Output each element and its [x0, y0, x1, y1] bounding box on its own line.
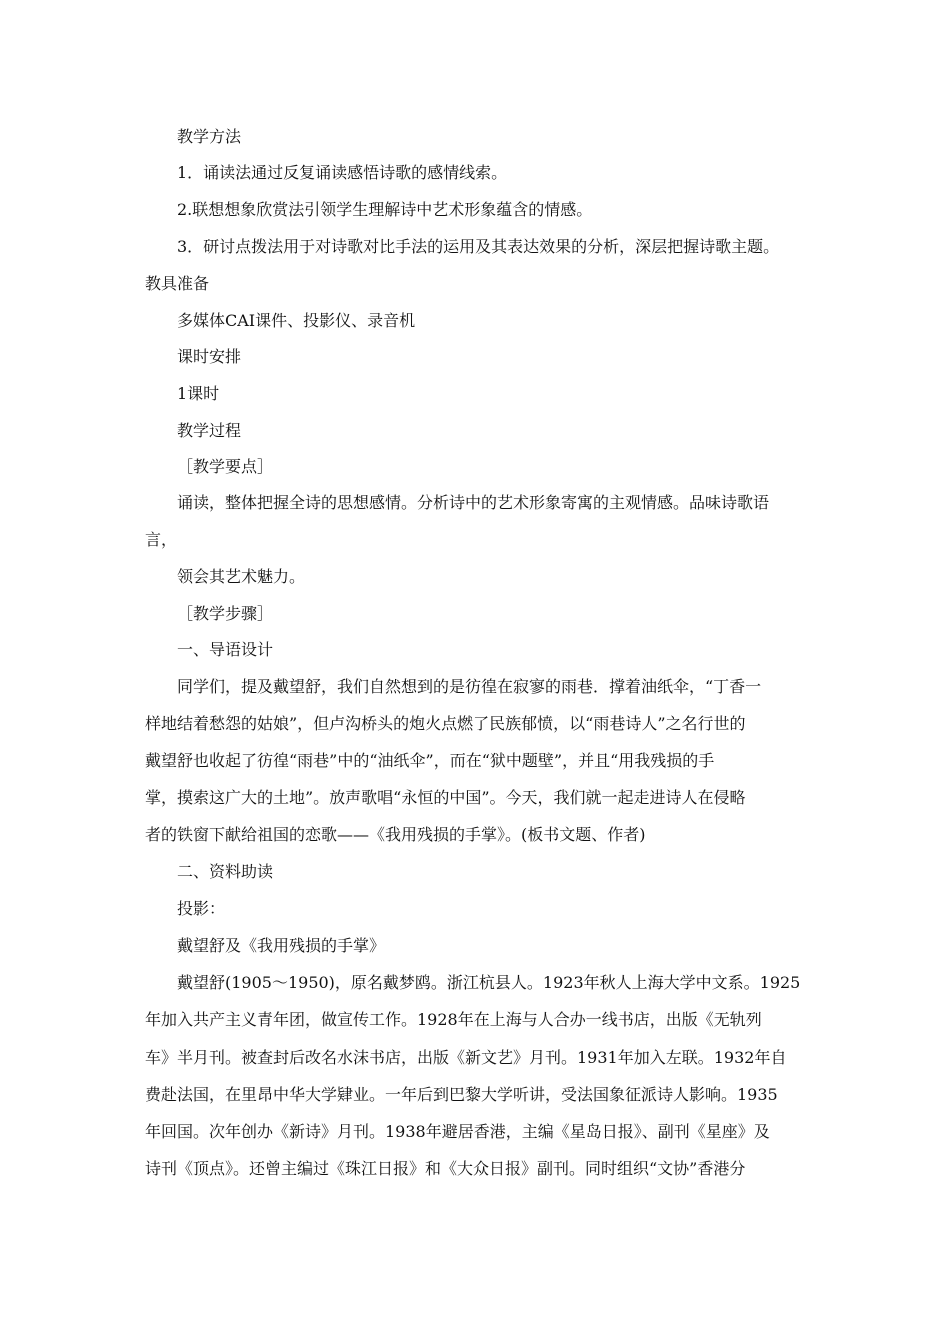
steps-label: ［教学步骤］: [177, 604, 274, 623]
projection-label: 投影：: [177, 899, 226, 918]
paragraph-line: 车》半月刊。被查封后改名水沫书店，出版《新文艺》月刊。1931年加入左联。1932年自: [145, 1048, 787, 1067]
paragraph-line: 样地结着愁怨的姑娘”，但卢沟桥头的炮火点燃了民族郁愤，以“雨巷诗人”之名行世的: [145, 714, 746, 733]
method-item: 3．研讨点拨法用于对诗歌对比手法的运用及其表达效果的分析，深层把握诗歌主题。: [177, 237, 780, 256]
paragraph-line: 者的铁窗下献给祖国的恋歌——《我用残损的手掌》。(板书文题、作者): [145, 825, 646, 844]
section-title: 二、资料助读: [177, 862, 274, 881]
schedule-text: 1课时: [177, 384, 220, 403]
section-title: 一、导语设计: [177, 640, 274, 659]
method-item: 2.联想想象欣赏法引领学生理解诗中艺术形象蕴含的情感。: [177, 200, 593, 219]
paragraph-line: 诵读，整体把握全诗的思想感情。分析诗中的艺术形象寄寓的主观情感。品味诗歌语: [177, 493, 770, 512]
paragraph-line: 诗刊《顶点》。还曾主编过《珠江日报》和《大众日报》副刊。同时组织“文协”香港分: [145, 1159, 746, 1178]
paragraph-line: 费赴法国，在里昂中华大学肄业。一年后到巴黎大学听讲，受法国象征派诗人影响。1935: [145, 1085, 778, 1104]
paragraph-line: 戴望舒(1905～1950)，原名戴梦鸥。浙江杭县人。1923年秋人上海大学中文系。1925: [177, 973, 801, 992]
material-title: 戴望舒及《我用残损的手掌》: [177, 936, 386, 955]
paragraph-line: 领会其艺术魅力。: [177, 567, 306, 586]
tools-text: 多媒体CAI课件、投影仪、录音机: [177, 311, 416, 330]
methods-heading: 教学方法: [177, 127, 242, 146]
paragraph-line: 同学们，提及戴望舒，我们自然想到的是彷徨在寂寥的雨巷．撑着油纸伞，“丁香一: [177, 677, 762, 696]
tools-heading: 教具准备: [145, 274, 210, 293]
schedule-heading: 课时安排: [177, 347, 242, 366]
key-points-label: ［教学要点］: [177, 457, 274, 476]
process-heading: 教学过程: [177, 421, 242, 440]
paragraph-line: 言，: [145, 530, 178, 549]
paragraph-line: 年回国。次年创办《新诗》月刊。1938年避居香港，主编《星岛日报》、副刊《星座》及: [145, 1122, 770, 1141]
paragraph-line: 年加入共产主义青年团，做宣传工作。1928年在上海与人合办一线书店，出版《无轨列: [145, 1010, 762, 1029]
paragraph-line: 掌，摸索这广大的土地”。放声歌唱“永恒的中国”。今天，我们就一起走进诗人在侵略: [145, 788, 746, 807]
paragraph-line: 戴望舒也收起了彷徨“雨巷”中的“油纸伞”，而在“狱中题壁”，并且“用我残损的手: [145, 751, 715, 770]
method-item: 1．诵读法通过反复诵读感悟诗歌的感情线索。: [177, 163, 508, 182]
